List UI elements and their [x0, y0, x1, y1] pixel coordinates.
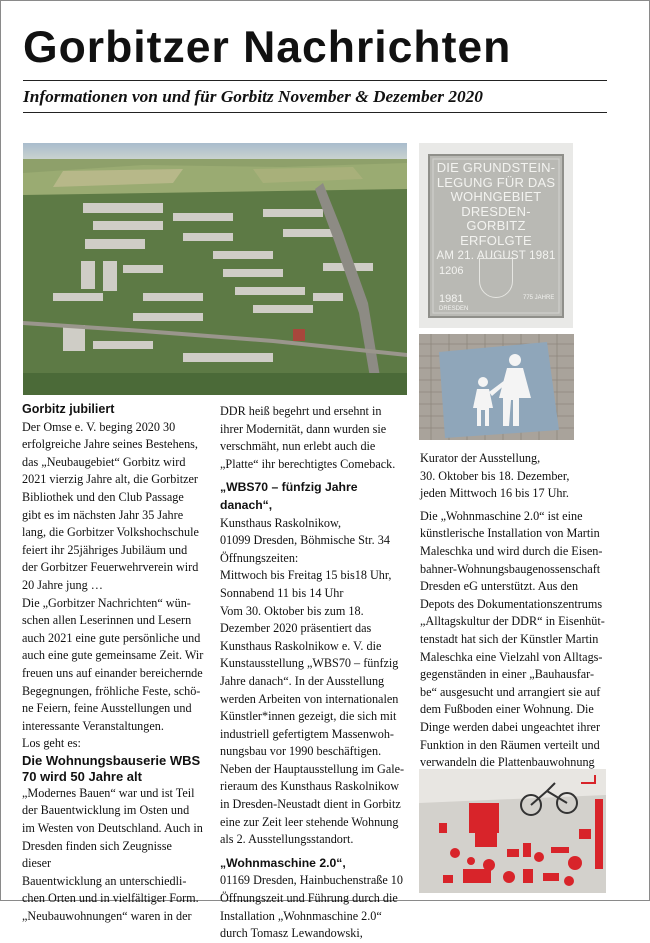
plaque-anniversary: 775 JAHRE	[523, 295, 555, 301]
text-line: Vom 30. Oktober bis zum 18.	[220, 603, 364, 618]
city-crest-icon	[479, 258, 513, 298]
text-line: 01099 Dresden, Böhmische Str. 34	[220, 533, 390, 548]
article-heading-gorbitz: Gorbitz jubiliert	[22, 402, 115, 416]
text-line: Begegnungen, fröhliche Feste, schö-	[22, 683, 201, 698]
text-line: ihrer Modernität, dann wurden sie	[220, 421, 387, 436]
event-title-wbs70: „WBS70 – fünfzig Jahre danach“,	[220, 480, 358, 512]
text-line: 2021 vierzig Jahre alt, die Gorbitzer	[22, 472, 198, 487]
plaque-line: DRESDEN-GORBITZ	[461, 203, 531, 234]
text-line: „Alltagskultur der DDR“ in Eisenhüt-	[420, 614, 605, 629]
text-line: Die „Wohnmaschine 2.0“ ist eine	[420, 508, 583, 523]
text-line: das „Neubaugebiet“ Gorbitz wird	[22, 454, 186, 469]
text-line: werden Arbeiten von internationalen	[220, 691, 399, 706]
text-line: 20 Jahre jung …	[22, 577, 103, 592]
event-title-wohnmaschine: „Wohnmaschine 2.0“,	[220, 855, 346, 870]
text-line: Maleschka und wird durch die Eisen-	[420, 543, 603, 558]
text-line: Sonnabend 11 bis 14 Uhr	[220, 585, 344, 600]
plaque-inscription	[433, 161, 559, 263]
text-line: DDR heiß begehrt und ersehnt in	[220, 404, 382, 418]
text-line: der Gorbitzer Feuerwehrverein wird	[22, 560, 199, 575]
exhibit-photo-graphic	[419, 769, 606, 893]
text-line: im Westen von Deutschland. Auch in	[22, 821, 203, 836]
text-line: Der Omse e. V. beging 2020 30	[22, 419, 176, 434]
text-line: auch eine gute gemeinsame Zeit. Wir	[22, 648, 204, 663]
plaque-line: DIE GRUNDSTEIN-	[436, 160, 556, 175]
text-line: freuen uns auf einander bereichernde	[22, 665, 203, 680]
text-line: 01169 Dresden, Hainbuchenstraße 10	[220, 873, 403, 888]
text-line: Kunsthaus Raskolnikow,	[220, 515, 342, 530]
pavement-photo-graphic	[419, 334, 574, 440]
text-line: Kunstausstellung „WBS70 – fünfzig	[220, 656, 399, 671]
masthead-rule-bottom	[23, 112, 607, 113]
text-line: eine zur Zeit leer stehende Wohnung	[220, 814, 399, 829]
text-line: Bauentwicklung an unterschiedli-	[22, 873, 187, 888]
text-line: dem Fußboden einer Wohnung. Die	[420, 702, 594, 717]
text-line: Los geht es:	[22, 736, 81, 751]
article-heading-wbs70: Die Wohnungsbauserie WBS 70 wird 50 Jahre alt	[22, 752, 201, 784]
text-line: nungsbau vor 1990 beschäftigen.	[220, 744, 382, 759]
text-line: auch 2021 eine gute persönliche und	[22, 630, 201, 645]
column-1	[22, 401, 204, 926]
text-line: Kunsthaus Raskolnikow e. V. die	[220, 638, 382, 653]
text-line: Dresden eG unterstützt. Aus den	[420, 579, 579, 594]
plaque-photo	[419, 143, 573, 328]
text-line: lang, die Gorbitzer Volkshochschule	[22, 525, 199, 540]
text-line: feiert ihr 25jähriges Jubiläum und	[22, 542, 188, 557]
text-line: interessante Veranstaltungen.	[22, 718, 164, 733]
plaque-line: LEGUNG FÜR DAS	[436, 174, 556, 190]
text-line: Neben der Hauptausstellung im Gale-	[220, 761, 405, 776]
text-line: als 2. Ausstellungsstandort.	[220, 832, 354, 847]
text-line: Öffnungszeiten:	[220, 550, 299, 565]
text-line: Jahre danach“. In der Ausstellung	[220, 673, 385, 688]
text-line: 30. Oktober bis 18. Dezember,	[420, 468, 570, 483]
text-line: Öffnungszeit und Führung durch die	[220, 891, 398, 906]
masthead-title: Gorbitzer Nachrichten	[23, 23, 512, 72]
text-line: ne Feiern, feine Ausstellungen und	[22, 701, 192, 716]
text-line: Dinge werden dabei ungeachtet ihrer	[420, 719, 601, 734]
text-line: Maleschka eine Vielzahl von Alltags-	[420, 649, 603, 664]
masthead-subtitle: Informationen von und für Gorbitz November & Dezember 2020	[23, 87, 483, 106]
text-line: Funktion in den Räumen verteilt und	[420, 737, 600, 752]
text-line: schen allen Leserinnen und Lesern	[22, 613, 192, 628]
text-line: „Neubauwohnungen“ waren in der	[22, 909, 192, 924]
text-line: Dezember 2020 präsentiert das	[220, 621, 372, 636]
text-line: Mittwoch bis Freitag 15 bis18 Uhr,	[220, 568, 392, 583]
plaque-line: WOHNGEBIET	[450, 189, 542, 205]
text-line: künstlerische Installation von Martin	[420, 526, 600, 541]
text-line: Bibliothek und den Club Passage	[22, 489, 184, 504]
text-line: der Bauentwicklung im Osten und	[22, 803, 190, 818]
text-line: jeden Mittwoch 16 bis 17 Uhr.	[420, 486, 569, 501]
aerial-photo-graphic	[23, 143, 407, 395]
exhibit-photo	[419, 769, 606, 893]
text-line: Kurator der Ausstellung,	[420, 451, 541, 465]
plaque-year-start: 1206	[439, 265, 464, 277]
text-line: bahner-Wohnungsbaugenossenschaft	[420, 561, 601, 576]
plaque-line: AM 21. AUGUST 1981	[436, 249, 556, 262]
text-line: tenstadt hat sich der Künstler Martin	[420, 631, 599, 646]
plaque-year-mid: 1981	[439, 293, 464, 305]
column-2	[220, 403, 410, 943]
text-line: verwandeln die Plattenbauwohnung	[420, 755, 595, 770]
text-line: Künstler*innen gezeigt, die sich mit	[220, 709, 397, 724]
text-line: Depots des Dokumentationszentrums	[420, 596, 603, 611]
text-line: rieraum des Kunsthaus Raskolnikow	[220, 779, 400, 794]
text-line: erfolgreiche Jahre seines Bestehens,	[22, 437, 198, 452]
text-line: durch Tomasz Lewandowski,	[220, 926, 363, 941]
text-line: gibt es im nächsten Jahr 35 Jahre	[22, 507, 184, 522]
text-line: „Modernes Bauen“ war und ist Teil	[22, 785, 195, 800]
text-line: Dresden finden sich Zeugnisse dieser	[22, 838, 172, 871]
text-line: verschmäht, nun erlebt auch die	[220, 439, 376, 454]
text-line: in Dresden-Neustadt dient in Gorbitz	[220, 797, 401, 812]
text-line: industriell gefertigtem Massenwoh-	[220, 726, 394, 741]
masthead-rule-top	[23, 80, 607, 81]
pavement-photo	[419, 334, 574, 440]
text-line: „Platte“ ihr berechtigtes Comeback.	[220, 456, 396, 471]
text-line: be“ ausgesucht und arrangiert sie auf	[420, 684, 601, 699]
column-3	[420, 450, 608, 789]
text-line: gegenständen in einer „Bauhausfar-	[420, 667, 595, 682]
plaque-city: DRESDEN	[439, 306, 469, 312]
text-line: Die „Gorbitzer Nachrichten“ wün-	[22, 595, 191, 610]
text-line: chen Orten und in vielfältiger Form.	[22, 891, 199, 906]
plaque-line: ERFOLGTE	[460, 232, 532, 248]
aerial-photo	[23, 143, 407, 395]
text-line: Installation „Wohnmaschine 2.0“	[220, 908, 382, 923]
